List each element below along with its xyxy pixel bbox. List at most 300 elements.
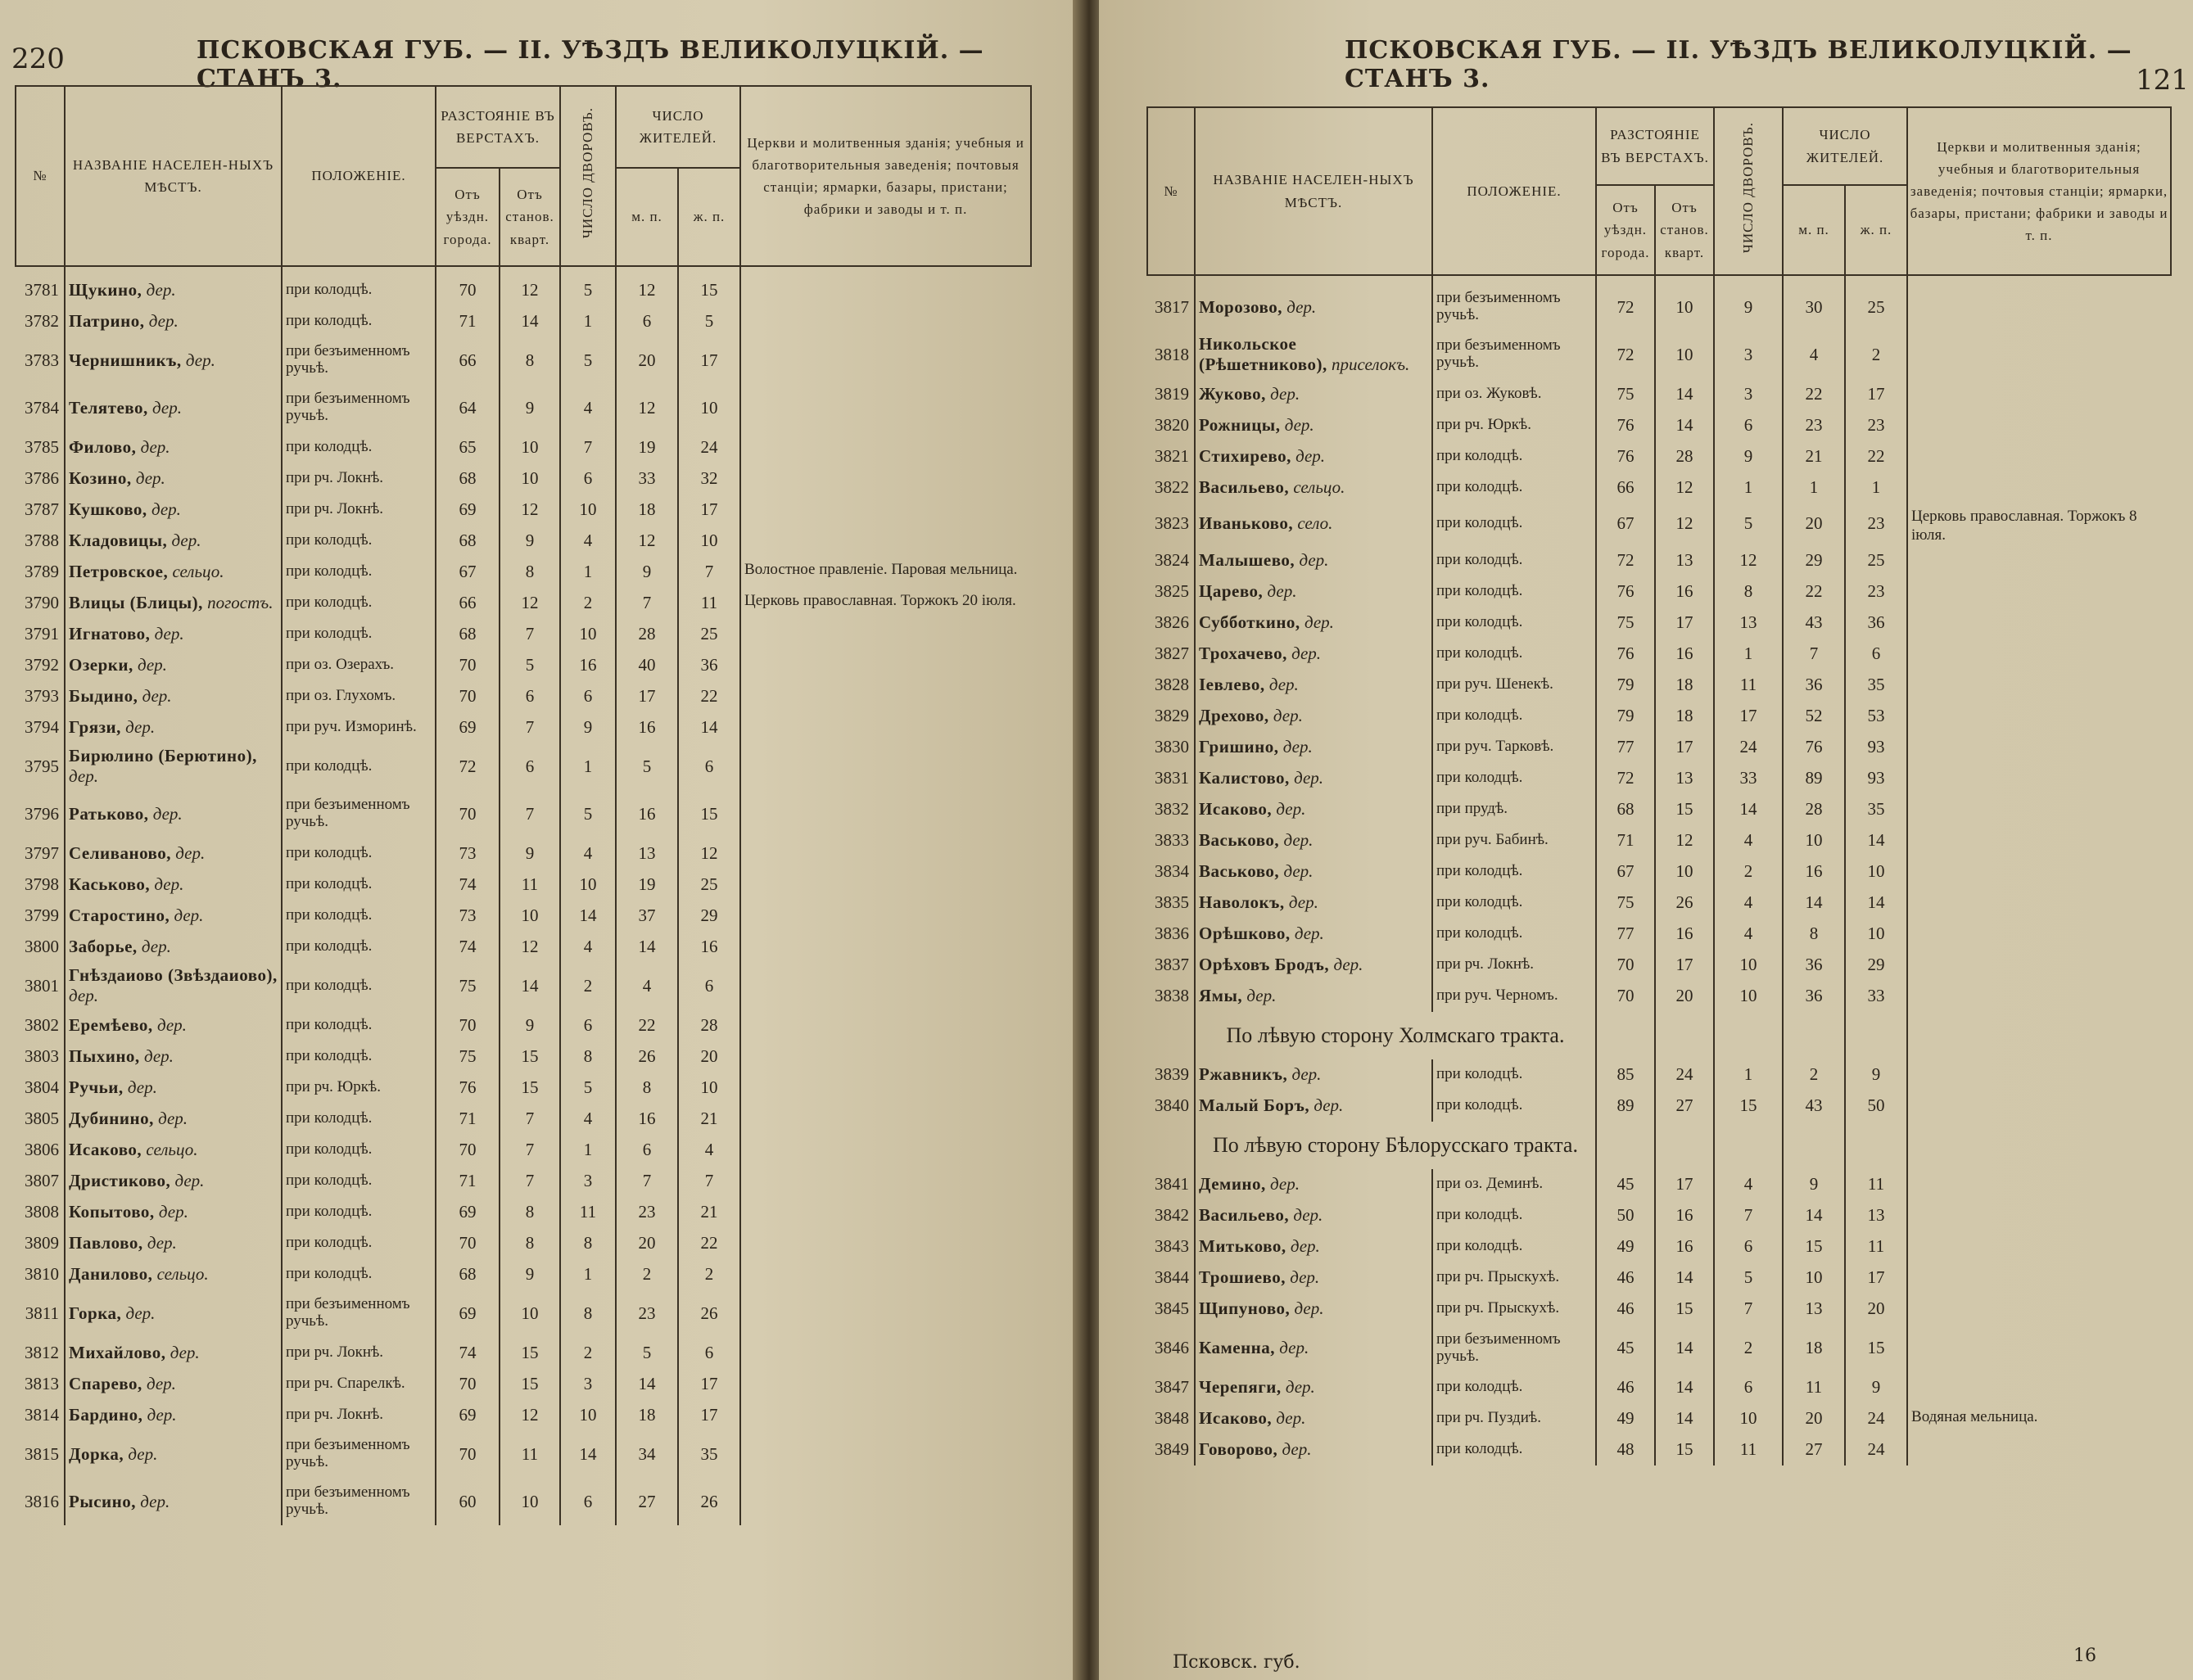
entry-number: 3840 <box>1155 1095 1189 1116</box>
inhabitants-female: 23 <box>1845 409 1907 440</box>
inhabitants-female: 24 <box>1845 1403 1907 1434</box>
entry-number: 3802 <box>25 1014 59 1035</box>
households: 10 <box>560 869 616 900</box>
place-name: Озерки, <box>69 654 133 675</box>
households: 4 <box>1714 887 1783 919</box>
entry-number: 3828 <box>1155 675 1189 695</box>
distance-stan: 26 <box>1655 887 1714 919</box>
location: при руч. Тарковѣ. <box>1432 732 1596 763</box>
settlement-type: дер. <box>135 467 165 488</box>
distance-town: 70 <box>436 1134 500 1165</box>
empty-cell <box>1596 1012 1655 1059</box>
location: при оз. Жуковѣ. <box>1432 378 1596 409</box>
distance-town: 49 <box>1596 1231 1655 1262</box>
empty-cell <box>1714 1122 1783 1169</box>
households: 6 <box>1714 409 1783 440</box>
settlement-type: дер. <box>1270 1174 1300 1195</box>
distance-town: 68 <box>436 525 500 556</box>
settlement-type: дер. <box>1276 1408 1306 1429</box>
location: при оз. Деминѣ. <box>1432 1169 1596 1200</box>
inhabitants-female: 11 <box>678 587 740 618</box>
inhabitants-female: 26 <box>678 1289 740 1337</box>
distance-town: 76 <box>1596 409 1655 440</box>
place-name-cell <box>1195 1372 1432 1403</box>
location: при колодцѣ. <box>1432 763 1596 794</box>
settlement-type: дер. <box>1291 644 1322 664</box>
inhabitants-female: 15 <box>1845 1325 1907 1372</box>
inhabitants-female: 7 <box>678 556 740 587</box>
place-name-cell <box>65 1368 282 1399</box>
location: при колодцѣ. <box>1432 1231 1596 1262</box>
inhabitants-female: 10 <box>678 384 740 431</box>
inhabitants-male: 10 <box>1783 825 1845 856</box>
notes <box>1907 887 2171 919</box>
settlement-type: дер. <box>1283 861 1314 882</box>
distance-town: 48 <box>1596 1434 1655 1465</box>
distance-town: 68 <box>436 618 500 649</box>
notes <box>1907 1372 2171 1403</box>
distance-town: 66 <box>1596 472 1655 503</box>
inhabitants-female: 17 <box>678 336 740 384</box>
households: 3 <box>1714 331 1783 378</box>
place-name: Малышево, <box>1199 550 1295 571</box>
distance-stan: 17 <box>1655 1169 1714 1200</box>
table-row <box>16 838 1031 869</box>
col-header-households <box>560 86 616 266</box>
entry-number: 3789 <box>25 561 59 581</box>
entry-number: 3782 <box>25 310 59 331</box>
settlement-type: дер. <box>1286 296 1317 317</box>
place-name-cell <box>65 618 282 649</box>
inhabitants-male: 8 <box>1783 919 1845 950</box>
notes: Церковь православная. Торжокъ 20 іюля. <box>740 587 1031 618</box>
place-name: Игнатово, <box>69 623 151 644</box>
distance-stan: 9 <box>500 1258 560 1289</box>
table-row <box>16 1478 1031 1525</box>
inhabitants-male: 27 <box>1783 1434 1845 1465</box>
distance-stan: 12 <box>1655 825 1714 856</box>
place-name-cell <box>1195 639 1432 670</box>
location: при колодцѣ. <box>1432 887 1596 919</box>
inhabitants-male: 30 <box>1783 283 1845 331</box>
table-row <box>1147 1372 2171 1403</box>
households: 8 <box>1714 576 1783 607</box>
distance-stan: 12 <box>500 1399 560 1430</box>
distance-town: 60 <box>436 1478 500 1525</box>
distance-town: 76 <box>1596 440 1655 472</box>
distance-stan: 11 <box>500 1430 560 1478</box>
place-name-cell <box>65 1103 282 1134</box>
entry-number: 3798 <box>25 874 59 894</box>
households: 5 <box>560 790 616 838</box>
place-name: Царево, <box>1199 581 1264 602</box>
settlement-type: дер. <box>69 986 98 1005</box>
empty-cell <box>1907 1012 2171 1059</box>
settlement-type: дер. <box>174 1170 205 1190</box>
entry-number: 3813 <box>25 1373 59 1393</box>
settlement-type: дер. <box>147 1232 177 1253</box>
location: при колодцѣ. <box>1432 1372 1596 1403</box>
place-name-cell <box>1195 1091 1432 1122</box>
inhabitants-female: 53 <box>1845 701 1907 732</box>
notes <box>740 711 1031 743</box>
households: 10 <box>1714 1403 1783 1434</box>
households: 2 <box>560 587 616 618</box>
distance-town: 71 <box>436 1165 500 1196</box>
households: 4 <box>560 525 616 556</box>
households: 7 <box>1714 1200 1783 1231</box>
inhabitants-male: 7 <box>616 587 678 618</box>
distance-town: 77 <box>1596 732 1655 763</box>
distance-stan: 18 <box>1655 670 1714 701</box>
notes <box>740 431 1031 463</box>
place-name-cell <box>65 1430 282 1478</box>
inhabitants-female: 20 <box>678 1041 740 1072</box>
location: при рч. Локнѣ. <box>282 494 436 525</box>
inhabitants-male: 37 <box>616 900 678 931</box>
distance-town: 66 <box>436 587 500 618</box>
distance-town: 68 <box>436 1258 500 1289</box>
location: при колодцѣ. <box>282 931 436 962</box>
entry-number: 3825 <box>1155 581 1189 602</box>
settlement-type: дер. <box>185 350 215 370</box>
inhabitants-male: 20 <box>616 1227 678 1258</box>
place-name-cell <box>1195 919 1432 950</box>
place-name: Селиваново, <box>69 842 171 863</box>
entry-number: 3818 <box>1155 344 1189 364</box>
inhabitants-female: 6 <box>678 962 740 1009</box>
households: 17 <box>1714 701 1783 732</box>
entry-number: 3827 <box>1155 644 1189 664</box>
inhabitants-female: 17 <box>1845 1262 1907 1294</box>
households: 10 <box>560 1399 616 1430</box>
distance-stan: 14 <box>1655 378 1714 409</box>
entry-number: 3797 <box>25 842 59 863</box>
inhabitants-male: 13 <box>1783 1294 1845 1325</box>
distance-town: 46 <box>1596 1372 1655 1403</box>
table-row <box>16 525 1031 556</box>
distance-town: 66 <box>436 336 500 384</box>
inhabitants-female: 14 <box>1845 825 1907 856</box>
place-name-cell <box>65 1041 282 1072</box>
entry-number: 3808 <box>25 1201 59 1222</box>
inhabitants-female: 11 <box>1845 1169 1907 1200</box>
inhabitants-male: 9 <box>1783 1169 1845 1200</box>
inhabitants-female: 23 <box>1845 503 1907 545</box>
inhabitants-male: 22 <box>616 1009 678 1041</box>
distance-stan: 12 <box>500 274 560 305</box>
distance-stan: 16 <box>1655 576 1714 607</box>
location: при руч. Бабинѣ. <box>1432 825 1596 856</box>
spacer-cell <box>616 266 678 274</box>
spacer-row <box>1147 275 2171 283</box>
place-name: Орѣшково, <box>1199 924 1291 944</box>
table-row <box>1147 1169 2171 1200</box>
table-row <box>16 384 1031 431</box>
col-header-dist-town: Отъ уѣздн. города. <box>1596 185 1655 275</box>
location: при колодцѣ. <box>282 305 436 336</box>
settlement-type: дер. <box>152 803 183 824</box>
inhabitants-male: 40 <box>616 649 678 680</box>
table-row <box>1147 794 2171 825</box>
notes <box>740 1430 1031 1478</box>
place-name: Ржавникъ, <box>1199 1064 1288 1085</box>
distance-town: 74 <box>436 931 500 962</box>
place-name: Рысино, <box>69 1491 136 1511</box>
distance-town: 70 <box>436 1009 500 1041</box>
settlement-type: дер. <box>1279 1338 1309 1358</box>
notes <box>740 1009 1031 1041</box>
distance-stan: 7 <box>500 1165 560 1196</box>
cell-no <box>1147 1012 1195 1059</box>
distance-stan: 20 <box>1655 981 1714 1012</box>
place-name: Исаково, <box>69 1139 142 1159</box>
households: 5 <box>560 274 616 305</box>
inhabitants-male: 16 <box>616 790 678 838</box>
settlement-type: дер. <box>1291 1064 1322 1085</box>
distance-town: 70 <box>436 680 500 711</box>
households: 24 <box>1714 732 1783 763</box>
place-name: Орѣховъ Бродъ, <box>1199 955 1330 975</box>
table-row <box>16 587 1031 618</box>
place-name: Гнѣздаиово (Звѣздаиово), <box>69 965 278 985</box>
notes <box>740 900 1031 931</box>
inhabitants-female: 10 <box>678 525 740 556</box>
page-number: 220 <box>11 43 65 75</box>
distance-stan: 6 <box>500 743 560 790</box>
notes <box>740 790 1031 838</box>
place-name: Спарево, <box>69 1373 142 1393</box>
notes <box>1907 409 2171 440</box>
settlement-type: дер. <box>1295 445 1326 466</box>
table-row <box>16 680 1031 711</box>
settlement-type: дер. <box>128 1443 158 1464</box>
distance-town: 68 <box>436 463 500 494</box>
place-name: Пыхино, <box>69 1045 140 1066</box>
inhabitants-female: 14 <box>1845 887 1907 919</box>
distance-town: 68 <box>1596 794 1655 825</box>
entry-number: 3834 <box>1155 861 1189 882</box>
place-name-cell <box>1195 409 1432 440</box>
inhabitants-male: 19 <box>616 869 678 900</box>
distance-town: 72 <box>1596 545 1655 576</box>
households: 6 <box>560 1009 616 1041</box>
inhabitants-male: 22 <box>1783 576 1845 607</box>
entry-number: 3816 <box>25 1491 59 1511</box>
distance-stan: 28 <box>1655 440 1714 472</box>
households: 4 <box>1714 1169 1783 1200</box>
inhabitants-female: 10 <box>678 1072 740 1103</box>
distance-stan: 17 <box>1655 950 1714 981</box>
settlement-type: дер. <box>170 1342 200 1362</box>
inhabitants-female: 36 <box>678 649 740 680</box>
notes <box>740 336 1031 384</box>
place-name-cell <box>65 838 282 869</box>
distance-stan: 10 <box>1655 283 1714 331</box>
location: при рч. Локнѣ. <box>1432 950 1596 981</box>
location: при колодцѣ. <box>1432 472 1596 503</box>
notes <box>740 618 1031 649</box>
place-name-cell <box>65 1478 282 1525</box>
distance-stan: 27 <box>1655 1091 1714 1122</box>
register-table <box>15 85 1032 1525</box>
settlement-type: дер. <box>156 1014 187 1035</box>
place-name-cell <box>1195 950 1432 981</box>
inhabitants-female: 13 <box>1845 1200 1907 1231</box>
place-name: Еремѣево, <box>69 1014 153 1035</box>
table-row <box>1147 1059 2171 1091</box>
col-header-position: ПОЛОЖЕНІЕ. <box>282 86 436 266</box>
notes <box>740 1337 1031 1368</box>
table-row <box>16 618 1031 649</box>
location: при колодцѣ. <box>282 900 436 931</box>
table-row <box>16 711 1031 743</box>
entry-number: 3783 <box>25 350 59 370</box>
inhabitants-male: 9 <box>616 556 678 587</box>
households: 3 <box>560 1368 616 1399</box>
inhabitants-male: 5 <box>616 1337 678 1368</box>
inhabitants-male: 15 <box>1783 1231 1845 1262</box>
place-name-cell <box>1195 331 1432 378</box>
place-name-cell <box>65 1072 282 1103</box>
inhabitants-female: 10 <box>1845 919 1907 950</box>
settlement-type: дер. <box>1290 1236 1320 1257</box>
location: при оз. Озерахъ. <box>282 649 436 680</box>
spacer-cell <box>16 266 65 274</box>
inhabitants-male: 16 <box>616 711 678 743</box>
place-name: Демино, <box>1199 1174 1266 1195</box>
location: при руч. Черномъ. <box>1432 981 1596 1012</box>
settlement-type: дер. <box>1267 581 1297 602</box>
entry-number: 3831 <box>1155 768 1189 788</box>
entry-number: 3846 <box>1155 1338 1189 1358</box>
place-name: Трохачево, <box>1199 644 1287 664</box>
spacer-cell <box>678 266 740 274</box>
inhabitants-male: 12 <box>616 384 678 431</box>
place-name-cell <box>65 384 282 431</box>
notes <box>1907 1325 2171 1372</box>
place-name-cell <box>65 494 282 525</box>
running-head: ПСКОВСКАЯ ГУБ. — II. УѢЗДЪ ВЕЛИКОЛУЦКІЙ. — СТАНЪ 3. <box>197 36 984 93</box>
table-row <box>16 649 1031 680</box>
households: 6 <box>560 680 616 711</box>
distance-stan: 7 <box>500 618 560 649</box>
place-name: Павлово, <box>69 1232 143 1253</box>
inhabitants-female: 11 <box>1845 1231 1907 1262</box>
location: при оз. Глухомъ. <box>282 680 436 711</box>
distance-stan: 8 <box>500 1196 560 1227</box>
households: 4 <box>1714 825 1783 856</box>
place-name-cell <box>1195 1434 1432 1465</box>
distance-stan: 15 <box>500 1337 560 1368</box>
entry-number: 3811 <box>25 1303 59 1323</box>
notes <box>1907 794 2171 825</box>
households: 3 <box>1714 378 1783 409</box>
place-name-cell <box>65 274 282 305</box>
distance-town: 70 <box>436 649 500 680</box>
entry-number: 3842 <box>1155 1205 1189 1226</box>
place-name: Исаково, <box>1199 799 1273 820</box>
place-name-cell <box>65 1399 282 1430</box>
inhabitants-female: 15 <box>678 790 740 838</box>
settlement-type: дер. <box>1290 1267 1320 1288</box>
place-name-cell <box>1195 1231 1432 1262</box>
notes <box>1907 981 2171 1012</box>
place-name: Филово, <box>69 436 137 457</box>
section-heading: По лѣвую сторону Холмскаго тракта. <box>1195 1012 1596 1059</box>
entry-number: 3843 <box>1155 1236 1189 1257</box>
households: 6 <box>1714 1231 1783 1262</box>
distance-town: 72 <box>1596 331 1655 378</box>
spacer-cell <box>500 266 560 274</box>
distance-stan: 14 <box>500 962 560 1009</box>
distance-stan: 15 <box>500 1072 560 1103</box>
place-name: Дрехово, <box>1199 706 1269 726</box>
notes <box>1907 639 2171 670</box>
location: при рч. Локнѣ. <box>282 463 436 494</box>
distance-stan: 18 <box>1655 701 1714 732</box>
households: 10 <box>1714 981 1783 1012</box>
place-name-cell <box>1195 576 1432 607</box>
settlement-type: сельцо. <box>1293 476 1345 497</box>
inhabitants-female: 25 <box>1845 283 1907 331</box>
households: 8 <box>560 1289 616 1337</box>
inhabitants-male: 16 <box>1783 856 1845 887</box>
notes <box>740 1289 1031 1337</box>
notes <box>740 305 1031 336</box>
place-name: Говорово, <box>1199 1439 1278 1460</box>
spacer-cell <box>1714 275 1783 283</box>
place-name: Дорка, <box>69 1443 124 1464</box>
table-row <box>16 494 1031 525</box>
place-name-cell <box>65 587 282 618</box>
settlement-type: дер. <box>146 1373 176 1393</box>
spacer-row <box>16 266 1031 274</box>
entry-number: 3837 <box>1155 955 1189 975</box>
settlement-type: дер. <box>1294 1298 1324 1319</box>
table-row <box>16 790 1031 838</box>
place-name: Никольское (Рѣшетниково), <box>1199 334 1327 374</box>
place-name-cell <box>1195 981 1432 1012</box>
notes <box>740 1478 1031 1525</box>
inhabitants-male: 14 <box>1783 1200 1845 1231</box>
notes <box>1907 1294 2171 1325</box>
notes <box>1907 1434 2171 1465</box>
empty-cell <box>1783 1012 1845 1059</box>
register-table <box>1146 106 2172 1465</box>
notes <box>740 838 1031 869</box>
location: при безъименномъ ручьѣ. <box>1432 283 1596 331</box>
households: 6 <box>1714 1372 1783 1403</box>
place-name-cell <box>65 1009 282 1041</box>
inhabitants-female: 7 <box>678 1165 740 1196</box>
notes: Церковь православная. Торжокъ 8 іюля. <box>1907 503 2171 545</box>
spacer-cell <box>1845 275 1907 283</box>
households: 14 <box>560 1430 616 1478</box>
settlement-type: дер. <box>1288 892 1318 913</box>
distance-town: 72 <box>1596 283 1655 331</box>
place-name: Ратьково, <box>69 803 149 824</box>
households: 8 <box>560 1041 616 1072</box>
households-header-label: ЧИСЛО ДВОРОВЪ. <box>580 106 596 238</box>
inhabitants-male: 20 <box>1783 1403 1845 1434</box>
entry-number: 3794 <box>25 716 59 737</box>
place-name: Влицы (Блицы), <box>69 592 203 612</box>
table-row <box>1147 1231 2171 1262</box>
households: 14 <box>560 900 616 931</box>
inhabitants-male: 36 <box>1783 670 1845 701</box>
entry-number: 3830 <box>1155 737 1189 757</box>
